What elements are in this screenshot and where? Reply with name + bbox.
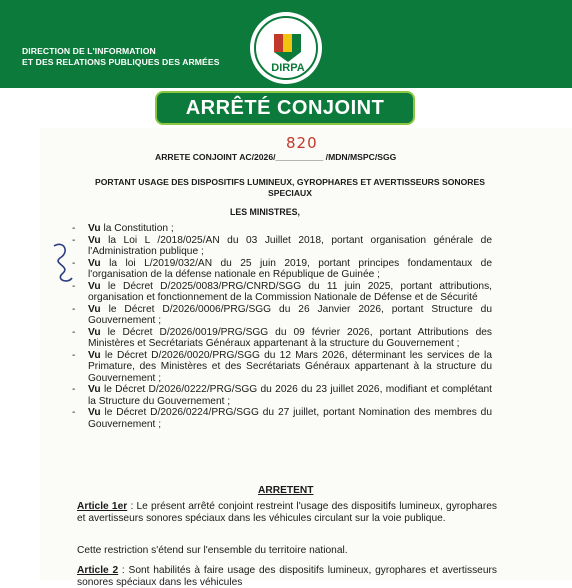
document-page [40, 128, 572, 588]
article-1 [77, 501, 497, 524]
les-ministres-heading: LES MINISTRES, [230, 207, 300, 217]
list-item: - Vu le Décret D/2026/0019/PRG/SGG du 09 février 2026, portant Attributions des Ministères et Secrétariats Généraux appartenant à la structure du Gouvernement ; [72, 326, 492, 349]
page-title: ARRÊTÉ CONJOINT [185, 97, 385, 119]
org-line-2: ET DES RELATIONS PUBLIQUES DES ARMÉES [22, 57, 220, 67]
list-item: - Vu le Décret D/2026/0222/PRG/SGG du 2026 du 23 juillet 2026, modifiant et complétant la Structure du Gouvernement ; [72, 384, 492, 407]
org-line-1: DIRECTION DE L'INFORMATION [22, 46, 156, 56]
logo-ring [254, 16, 318, 80]
list-item: - Vu la Loi L /2018/025/AN du 03 Juillet 2018, portant organisation générale de l'Administration publique ; [72, 234, 492, 257]
article-1-label: Article 1er [77, 501, 128, 512]
article-2-text: : Sont habilités à faire usage des dispositifs lumineux, gyrophares et avertisseurs sonores spéciaux dans les véhicules [77, 565, 497, 588]
article-1-text: : Le présent arrêté conjoint restreint l'usage des dispositifs lumineux, gyrophares et avertisseurs sonores spéciaux dans les véhicules circulant sur la voie publique. [77, 501, 497, 524]
logo-word: DIRPA [271, 62, 305, 74]
handwritten-number: 820 [286, 134, 318, 152]
list-item: - Vu la loi L/2019/032/AN du 25 juin 2019, portant principes fondamentaux de l'organisation de la défense nationale en République de Guinée ; [72, 257, 492, 280]
title-banner [155, 91, 415, 125]
list-item: - Vu le Décret D/2025/0083/PRG/CNRD/SGG du 11 juin 2025, portant attributions, organisation et fonctionnement de la Commission Nationale de Défense et de Sécurité [72, 280, 492, 303]
document-subject: PORTANT USAGE DES DISPOSITIFS LUMINEUX, GYROPHARES ET AVERTISSEURS SONORES SPECIAUX [95, 177, 485, 198]
list-item: - Vu le Décret D/2026/0020/PRG/SGG du 12 Mars 2026, déterminant les services de la Primature, des Ministères et des Secrétariats Généraux appartenant à la structure du Gouvernement ; [72, 349, 492, 384]
article-2-label: Article 2 [77, 565, 119, 576]
article-2 [77, 565, 497, 588]
vu-list [68, 223, 492, 430]
dirpa-logo [250, 12, 322, 84]
list-item: - Vu le Décret D/2026/0006/PRG/SGG du 26 Janvier 2026, portant Structure du Gouvernement ; [72, 303, 492, 326]
list-item: - Vu le Décret D/2026/0224/PRG/SGG du 27 juillet, portant Nomination des membres du Gouvernement ; [72, 407, 492, 430]
article-1-paragraph-2: Cette restriction s'étend sur l'ensemble du territoire national. [77, 545, 348, 556]
document-reference: ARRETE CONJOINT AC/2026/__________ /MDN/MSPC/SGG [155, 152, 397, 162]
list-item: - Vu la Constitution ; [72, 223, 174, 234]
organization-name [22, 46, 220, 68]
header-banner [0, 0, 572, 88]
arretent-heading: ARRETENT [258, 485, 314, 496]
